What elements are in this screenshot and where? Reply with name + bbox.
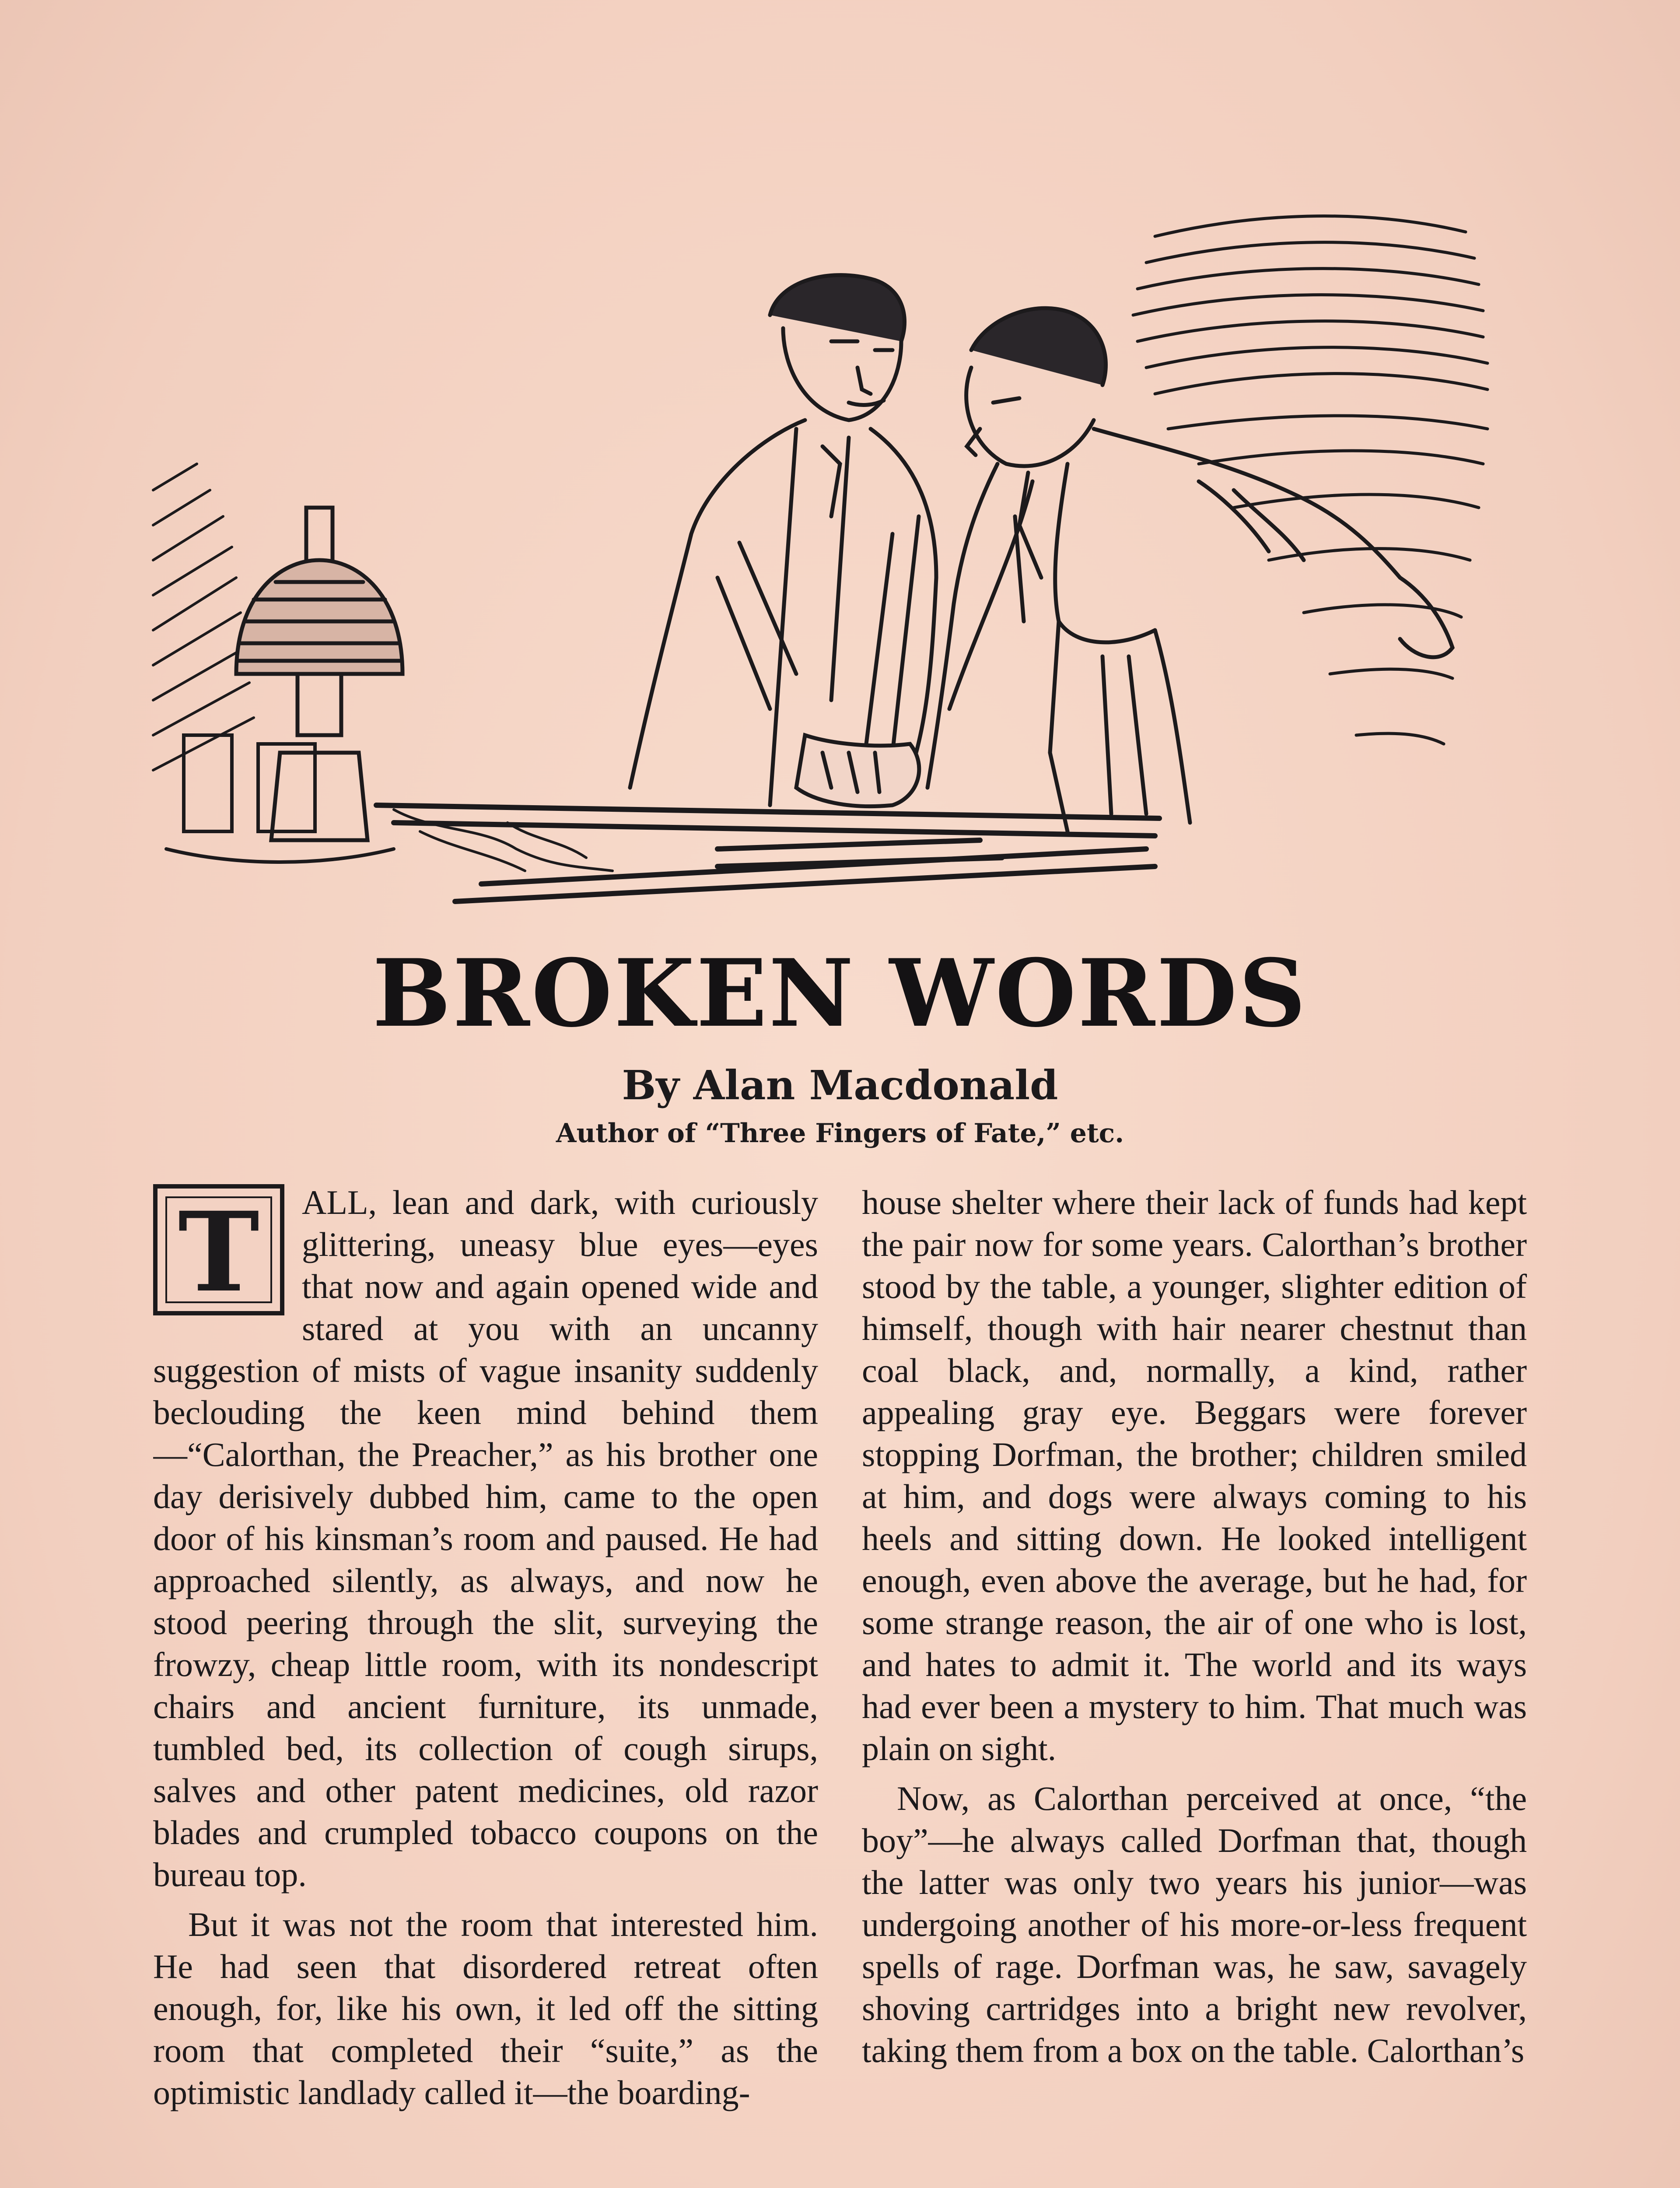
story-title: BROKEN WORDS xyxy=(372,939,1308,1048)
paragraph-text: ALL, lean and dark, with curiously glittering, uneasy blue eyes—eyes that now and again opened wide and stared at you with an uncanny suggestion of mists of vague insanity suddenly beclouding the keen mind behind them—“Calorthan, the Preacher,” as his brother one day derisively dubbed him, came to the open door of his kinsman’s room and paused. He had approached silently, as always, and now he stood peering through the slit, surveying the frowzy, cheap little room, with its nondescript chairs and ancient furniture, its unmade, tumbled bed, its collection of cough sirups, salves and other patent medicines, old razor blades and crumpled tobacco coupons on the bureau top. xyxy=(153,1183,818,1893)
background-hatching xyxy=(1133,216,1488,744)
story-illustration xyxy=(149,184,1527,919)
text-column-left xyxy=(153,1182,818,2188)
table-lamp xyxy=(236,508,402,840)
author-credit: Author of “Three Fingers of Fate,” etc. xyxy=(556,1118,1124,1149)
two-men-arguing-illustration xyxy=(149,184,1527,919)
table xyxy=(376,805,1159,901)
paragraph xyxy=(153,1182,818,1896)
story-byline: By Alan Macdonald xyxy=(622,1062,1058,1109)
drop-cap-letter: T xyxy=(178,1188,260,1316)
text-column-right xyxy=(862,1182,1527,2188)
paragraph: But it was not the room that interested him. He had seen that disordered retreat often enough, for, like his own, it led off the sitting room that completed their “suite,” as the optimistic landlady called it—the boarding- xyxy=(153,1905,818,2111)
drop-cap xyxy=(153,1184,284,1315)
paragraph: Now, as Calorthan perceived at once, “the boy”—he always called Dorfman that, though the latter was only two years his junior—was undergoing another of his more-or-less frequent spells of rage. Dorfman was, he saw, savagely shoving cartridges into a bright new revolver, taking them from a box on the table. Calorthan’s xyxy=(862,1779,1527,2069)
paragraph: house shelter where their lack of funds had kept the pair now for some years. Calorthan’s brother stood by the table, a younger, slighter edition of himself, though with hair nearer chestnut than coal black, and, normally, a kind, rather appealing gray eye. Beggars were forever stopping Dorfman, the brother; children smiled at him, and dogs were always coming to his heels and sitting down. He looked intelligent enough, even above the average, but he had, for some strange reason, the air of one who is lost, and hates to admit it. The world and its ways had ever been a mystery to him. That much was plain on sight. xyxy=(862,1183,1527,1767)
man-in-dark-suit xyxy=(630,275,936,806)
